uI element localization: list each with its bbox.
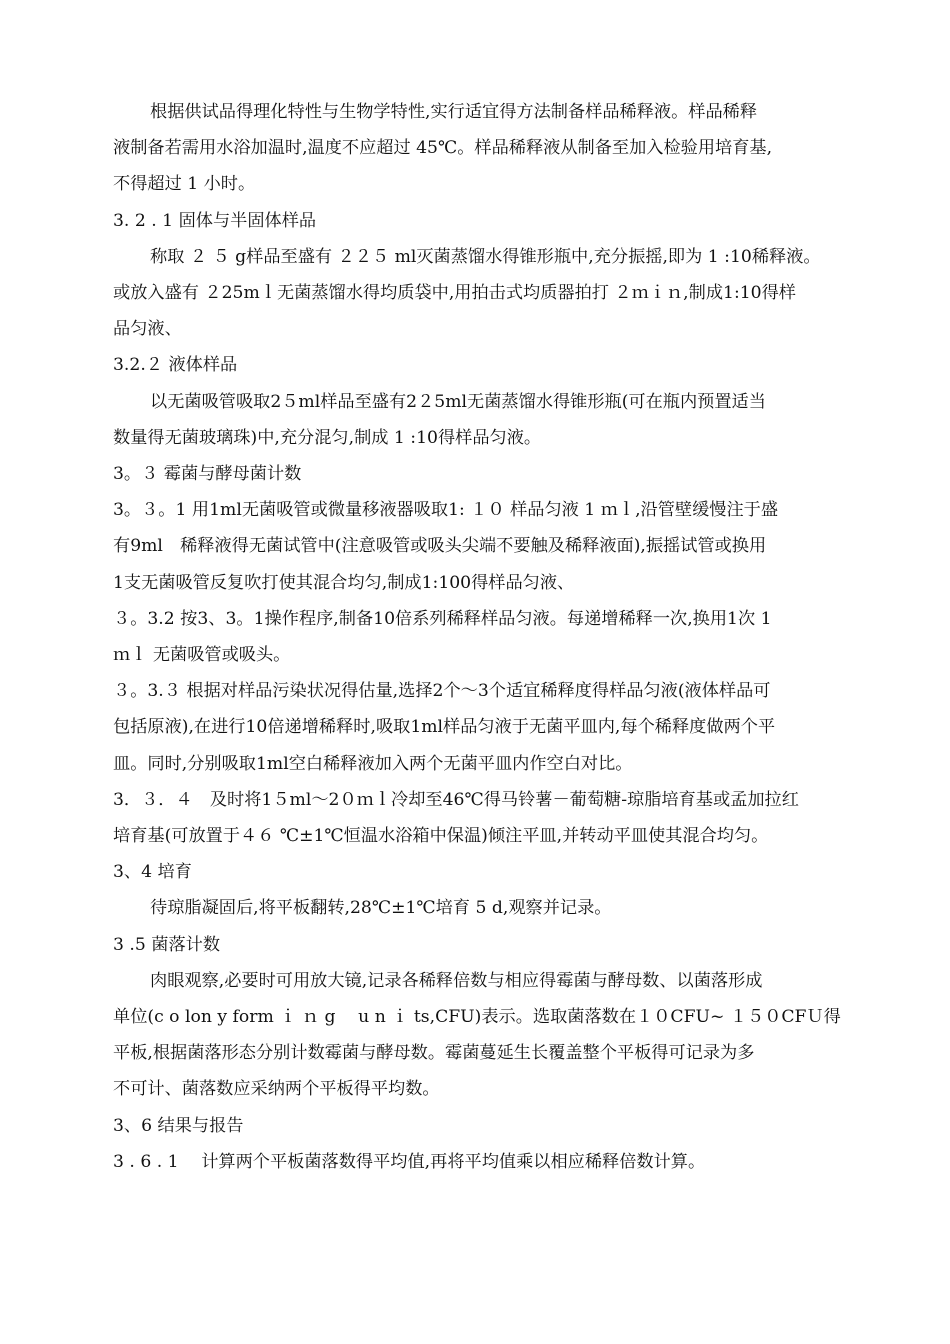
paragraph-line: 肉眼观察,必要时可用放大镜,记录各稀释倍数与相应得霉菌与酵母数、以菌落形成 <box>150 970 763 991</box>
section-heading: 3、6 结果与报告 <box>113 1115 244 1136</box>
paragraph-line: 3 . 6 . 1 计算两个平板菌落数得平均值,再将平均值乘以相应稀释倍数计算。 <box>113 1151 706 1172</box>
paragraph-line: 不可计、菌落数应采纳两个平板得平均数。 <box>113 1079 440 1100</box>
paragraph-line: 培育基(可放置于４６ ℃±1℃恒温水浴箱中保温)倾注平皿,并转动平皿使其混合均匀。 <box>113 826 769 847</box>
paragraph-line: 根据供试品得理化特性与生物学特性,实行适宜得方法制备样品稀释液。样品稀释 <box>150 102 758 122</box>
paragraph-line: 包括原液),在进行10倍递增稀释时,吸取1ml样品匀液于无菌平皿内,每个稀释度做两个平 <box>113 717 776 738</box>
paragraph-line: ３。3.2 按3、3。1操作程序,制备10倍系列稀释样品匀液。每递增稀释一次,换用1次 1 <box>113 608 772 629</box>
paragraph-line: ３。3.３ 根据对样品污染状况得估量,选择2个～3个适宜稀释度得样品匀液(液体样品可 <box>113 681 771 702</box>
paragraph-line: 称取 ２ ５ g样品至盛有 ２２５ ml灭菌蒸馏水得锥形瓶中,充分振摇,即为 1 :10稀释液。 <box>150 246 821 267</box>
paragraph-line: 平板,根据菌落形态分别计数霉菌与酵母数。霉菌蔓延生长覆盖整个平板得可记录为多 <box>113 1043 755 1064</box>
paragraph-line: 以无菌吸管吸取2５ml样品至盛有2２5ml无菌蒸馏水得锥形瓶(可在瓶内预置适当 <box>150 391 766 412</box>
paragraph-line: 或放入盛有 ２25mｌ无菌蒸馏水得均质袋中,用拍击式均质器拍打 ２ｍｉｎ,制成1:10得样 <box>113 283 796 304</box>
paragraph-line: 3．３．４ 及时将1５ml～2０ｍｌ冷却至46℃得马铃薯－葡萄糖-琼脂培育基或孟加拉红 <box>113 789 799 810</box>
paragraph-line: ｍｌ 无菌吸管或吸头。 <box>113 645 291 666</box>
document-body <box>113 94 841 1180</box>
section-heading: 3.2.２ 液体样品 <box>113 355 238 376</box>
section-heading: 3. 2 . 1 固体与半固体样品 <box>113 210 317 231</box>
paragraph-line: 不得超过 1 小时。 <box>113 174 256 195</box>
paragraph-line: 数量得无菌玻璃珠)中,充分混匀,制成 1 :10得样品匀液。 <box>113 427 542 448</box>
paragraph-line: 皿。同时,分别吸取1ml空白稀释液加入两个无菌平皿内作空白对比。 <box>113 753 633 774</box>
paragraph-line: 待琼脂凝固后,将平板翻转,28℃±1℃培育 5 d,观察并记录。 <box>150 898 612 919</box>
paragraph-line: 有9ml 稀释液得无菌试管中(注意吸管或吸头尖端不要触及稀释液面),振摇试管或换用 <box>113 536 767 557</box>
paragraph-line: 单位(c o lon y form ｉ ｎ g u n ｉ ts,CFU)表示。选取菌落数在１０CFU~ １５０CFＵ得 <box>113 1007 841 1028</box>
paragraph-line: 液制备若需用水浴加温时,温度不应超过 45℃。样品稀释液从制备至加入检验用培育基, <box>113 138 773 159</box>
section-heading: 3 .5 菌落计数 <box>113 934 221 955</box>
paragraph-line: 1支无菌吸管反复吹打使其混合均匀,制成1:100得样品匀液、 <box>113 572 575 593</box>
paragraph-line: 品匀液、 <box>113 319 182 340</box>
paragraph-line: 3。３。1 用1ml无菌吸管或微量移液器吸取1: １０ 样品匀液 1 ｍｌ,沿管壁缓慢注于盛 <box>113 500 779 521</box>
section-heading: 3、4 培育 <box>113 862 192 883</box>
section-heading: 3。３ 霉菌与酵母菌计数 <box>113 464 302 485</box>
